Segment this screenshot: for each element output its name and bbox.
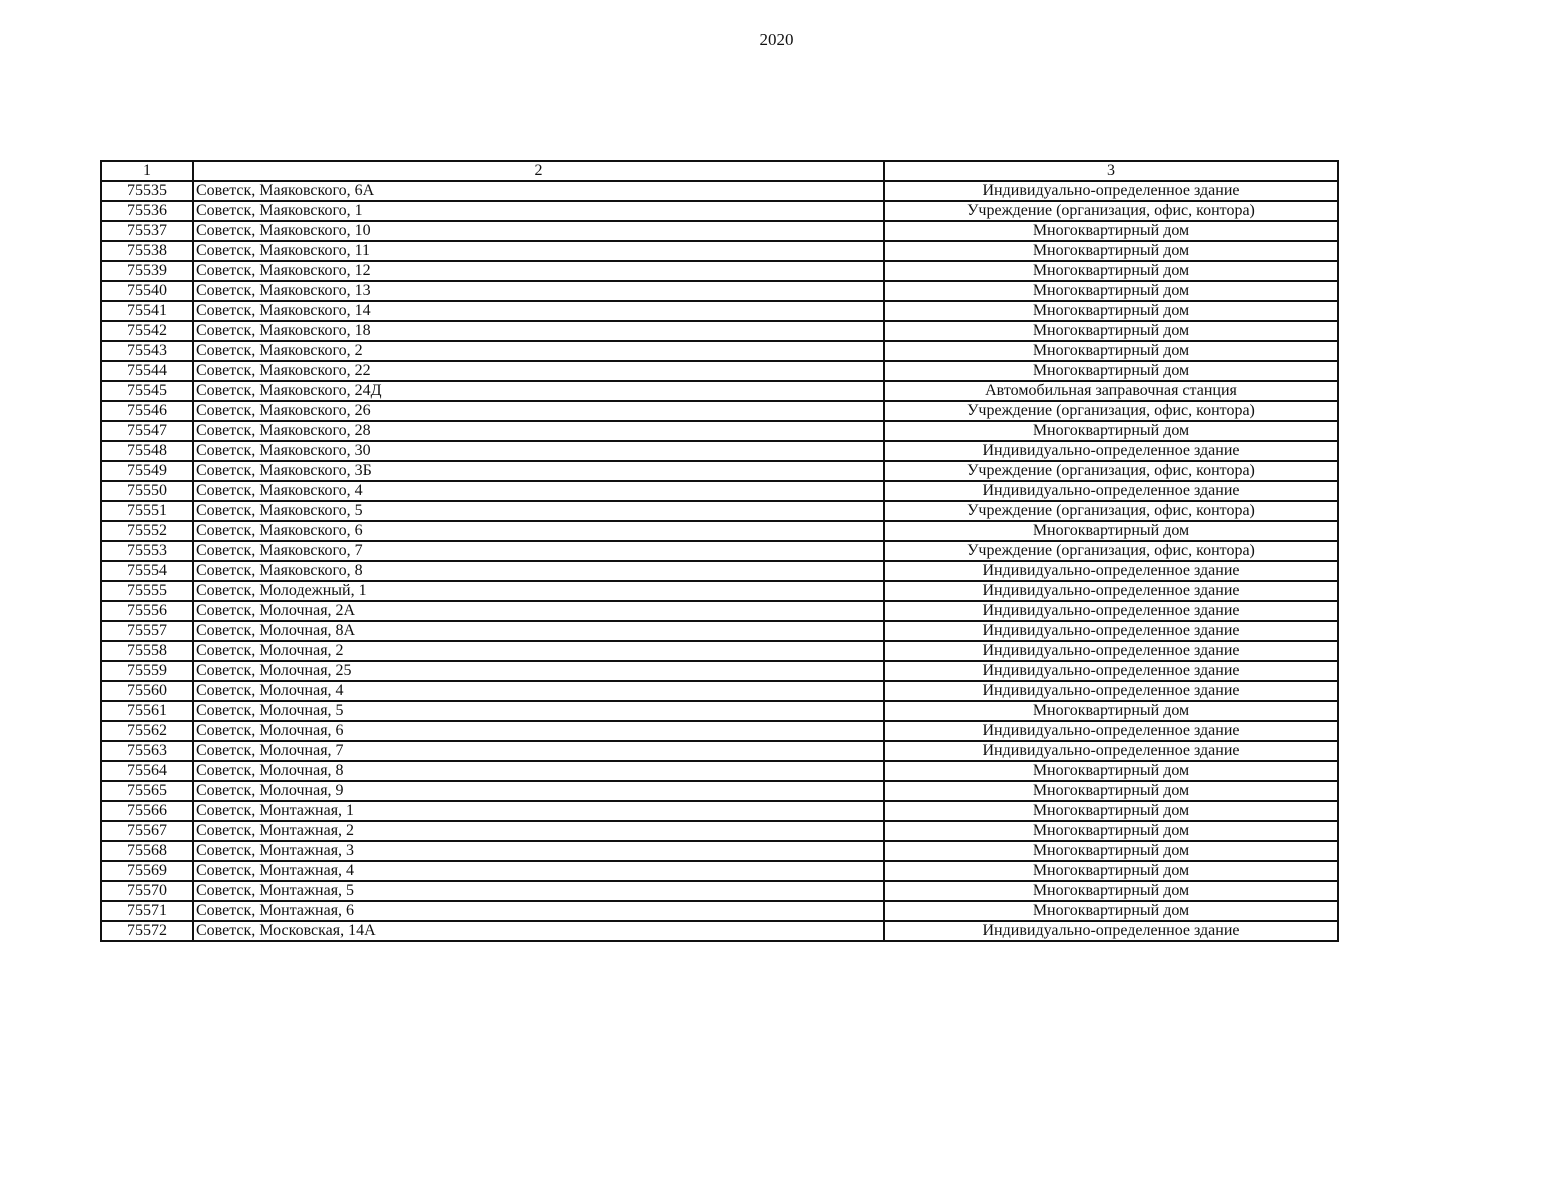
row-object-type: Многоквартирный дом [884, 361, 1338, 381]
row-object-type: Многоквартирный дом [884, 801, 1338, 821]
row-object-type: Многоквартирный дом [884, 841, 1338, 861]
row-address: Советск, Молочная, 4 [193, 681, 884, 701]
row-address: Советск, Маяковского, 8 [193, 561, 884, 581]
row-object-type: Учреждение (организация, офис, контора) [884, 461, 1338, 481]
row-address: Советск, Молочная, 8А [193, 621, 884, 641]
table-row [101, 641, 1338, 661]
row-object-type: Индивидуально-определенное здание [884, 181, 1338, 201]
table-row [101, 761, 1338, 781]
table-row [101, 221, 1338, 241]
row-address: Советск, Маяковского, 4 [193, 481, 884, 501]
table-row [101, 481, 1338, 501]
row-object-type: Индивидуально-определенное здание [884, 641, 1338, 661]
row-number: 75550 [101, 481, 193, 501]
row-number: 75556 [101, 601, 193, 621]
row-object-type: Учреждение (организация, офис, контора) [884, 541, 1338, 561]
row-number: 75568 [101, 841, 193, 861]
row-number: 75553 [101, 541, 193, 561]
row-address: Советск, Молочная, 25 [193, 661, 884, 681]
row-object-type: Индивидуально-определенное здание [884, 681, 1338, 701]
column-header-2: 2 [193, 161, 884, 181]
row-number: 75557 [101, 621, 193, 641]
row-address: Советск, Маяковского, 10 [193, 221, 884, 241]
row-object-type: Многоквартирный дом [884, 321, 1338, 341]
row-address: Советск, Монтажная, 6 [193, 901, 884, 921]
row-address: Советск, Молочная, 2 [193, 641, 884, 661]
row-number: 75567 [101, 821, 193, 841]
table-row [101, 681, 1338, 701]
table-row [101, 781, 1338, 801]
row-number: 75560 [101, 681, 193, 701]
row-object-type: Автомобильная заправочная станция [884, 381, 1338, 401]
row-number: 75566 [101, 801, 193, 821]
table-row [101, 841, 1338, 861]
row-number: 75552 [101, 521, 193, 541]
table-row [101, 901, 1338, 921]
row-address: Советск, Маяковского, 22 [193, 361, 884, 381]
row-number: 75541 [101, 301, 193, 321]
row-object-type: Многоквартирный дом [884, 821, 1338, 841]
row-number: 75572 [101, 921, 193, 941]
row-address: Советск, Молочная, 7 [193, 741, 884, 761]
row-number: 75544 [101, 361, 193, 381]
row-address: Советск, Маяковского, 3Б [193, 461, 884, 481]
table-row [101, 741, 1338, 761]
table-row [101, 301, 1338, 321]
table-body [101, 161, 1338, 941]
row-object-type: Учреждение (организация, офис, контора) [884, 501, 1338, 521]
row-number: 75554 [101, 561, 193, 581]
row-object-type: Многоквартирный дом [884, 901, 1338, 921]
row-address: Советск, Маяковского, 1 [193, 201, 884, 221]
row-object-type: Многоквартирный дом [884, 341, 1338, 361]
row-number: 75562 [101, 721, 193, 741]
row-number: 75561 [101, 701, 193, 721]
table-row [101, 381, 1338, 401]
row-object-type: Многоквартирный дом [884, 241, 1338, 261]
row-address: Советск, Молодежный, 1 [193, 581, 884, 601]
row-number: 75547 [101, 421, 193, 441]
row-object-type: Индивидуально-определенное здание [884, 481, 1338, 501]
row-number: 75538 [101, 241, 193, 261]
row-object-type: Индивидуально-определенное здание [884, 601, 1338, 621]
row-object-type: Учреждение (организация, офис, контора) [884, 201, 1338, 221]
table-row [101, 881, 1338, 901]
table-row [101, 361, 1338, 381]
row-address: Советск, Маяковского, 13 [193, 281, 884, 301]
table-row [101, 921, 1338, 941]
table-row [101, 801, 1338, 821]
row-address: Советск, Молочная, 2А [193, 601, 884, 621]
row-number: 75565 [101, 781, 193, 801]
table-row [101, 601, 1338, 621]
table-row [101, 201, 1338, 221]
row-object-type: Индивидуально-определенное здание [884, 581, 1338, 601]
row-address: Советск, Маяковского, 6А [193, 181, 884, 201]
row-object-type: Многоквартирный дом [884, 221, 1338, 241]
row-address: Советск, Маяковского, 26 [193, 401, 884, 421]
row-address: Советск, Монтажная, 4 [193, 861, 884, 881]
row-object-type: Многоквартирный дом [884, 521, 1338, 541]
row-address: Советск, Маяковского, 5 [193, 501, 884, 521]
row-number: 75571 [101, 901, 193, 921]
table-row [101, 501, 1338, 521]
row-address: Советск, Маяковского, 28 [193, 421, 884, 441]
row-number: 75570 [101, 881, 193, 901]
row-address: Советск, Молочная, 8 [193, 761, 884, 781]
table-row [101, 561, 1338, 581]
table-row [101, 401, 1338, 421]
row-number: 75563 [101, 741, 193, 761]
row-object-type: Многоквартирный дом [884, 281, 1338, 301]
row-address: Советск, Монтажная, 2 [193, 821, 884, 841]
table-row [101, 701, 1338, 721]
row-number: 75555 [101, 581, 193, 601]
row-object-type: Многоквартирный дом [884, 301, 1338, 321]
table-header-row [101, 161, 1338, 181]
row-address: Советск, Монтажная, 1 [193, 801, 884, 821]
row-object-type: Многоквартирный дом [884, 261, 1338, 281]
row-address: Советск, Молочная, 9 [193, 781, 884, 801]
column-header-3: 3 [884, 161, 1338, 181]
row-address: Советск, Монтажная, 5 [193, 881, 884, 901]
table-row [101, 461, 1338, 481]
row-address: Советск, Маяковского, 30 [193, 441, 884, 461]
registry-table [100, 160, 1339, 942]
row-address: Советск, Маяковского, 24Д [193, 381, 884, 401]
table-row [101, 441, 1338, 461]
row-object-type: Индивидуально-определенное здание [884, 721, 1338, 741]
row-address: Советск, Маяковского, 7 [193, 541, 884, 561]
row-object-type: Многоквартирный дом [884, 781, 1338, 801]
row-address: Советск, Маяковского, 11 [193, 241, 884, 261]
row-object-type: Индивидуально-определенное здание [884, 621, 1338, 641]
row-address: Советск, Молочная, 5 [193, 701, 884, 721]
table-row [101, 661, 1338, 681]
row-number: 75558 [101, 641, 193, 661]
table-row [101, 241, 1338, 261]
row-object-type: Многоквартирный дом [884, 861, 1338, 881]
row-address: Советск, Маяковского, 14 [193, 301, 884, 321]
row-object-type: Многоквартирный дом [884, 761, 1338, 781]
row-number: 75543 [101, 341, 193, 361]
row-address: Советск, Маяковского, 6 [193, 521, 884, 541]
row-number: 75535 [101, 181, 193, 201]
table-row [101, 581, 1338, 601]
row-object-type: Многоквартирный дом [884, 421, 1338, 441]
row-object-type: Индивидуально-определенное здание [884, 661, 1338, 681]
row-number: 75537 [101, 221, 193, 241]
row-number: 75548 [101, 441, 193, 461]
table-row [101, 621, 1338, 641]
row-number: 75551 [101, 501, 193, 521]
table-row [101, 541, 1338, 561]
row-address: Советск, Маяковского, 2 [193, 341, 884, 361]
row-object-type: Индивидуально-определенное здание [884, 441, 1338, 461]
table-row [101, 281, 1338, 301]
row-number: 75539 [101, 261, 193, 281]
row-number: 75540 [101, 281, 193, 301]
row-object-type: Многоквартирный дом [884, 881, 1338, 901]
row-address: Советск, Маяковского, 12 [193, 261, 884, 281]
page-number: 2020 [759, 30, 794, 49]
row-address: Советск, Маяковского, 18 [193, 321, 884, 341]
row-address: Советск, Монтажная, 3 [193, 841, 884, 861]
table-row [101, 261, 1338, 281]
row-object-type: Индивидуально-определенное здание [884, 561, 1338, 581]
row-number: 75569 [101, 861, 193, 881]
table-row [101, 181, 1338, 201]
row-address: Советск, Молочная, 6 [193, 721, 884, 741]
row-object-type: Индивидуально-определенное здание [884, 741, 1338, 761]
row-number: 75564 [101, 761, 193, 781]
row-number: 75546 [101, 401, 193, 421]
row-address: Советск, Московская, 14А [193, 921, 884, 941]
column-header-1: 1 [101, 161, 193, 181]
table-row [101, 821, 1338, 841]
row-number: 75545 [101, 381, 193, 401]
table-row [101, 341, 1338, 361]
table-row [101, 421, 1338, 441]
table-row [101, 861, 1338, 881]
row-number: 75559 [101, 661, 193, 681]
row-number: 75542 [101, 321, 193, 341]
row-object-type: Учреждение (организация, офис, контора) [884, 401, 1338, 421]
table-row [101, 521, 1338, 541]
row-object-type: Индивидуально-определенное здание [884, 921, 1338, 941]
table-row [101, 321, 1338, 341]
row-number: 75536 [101, 201, 193, 221]
table-row [101, 721, 1338, 741]
row-number: 75549 [101, 461, 193, 481]
row-object-type: Многоквартирный дом [884, 701, 1338, 721]
